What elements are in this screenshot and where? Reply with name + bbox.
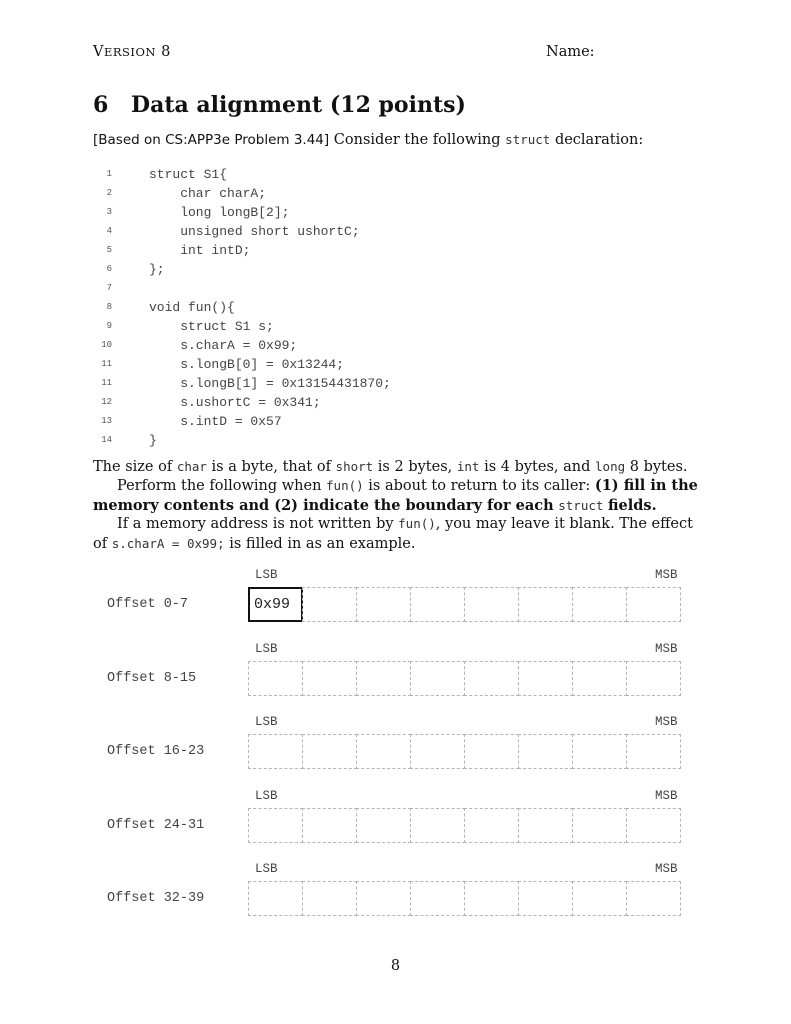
line-number: 13 [101, 416, 112, 426]
memory-cell[interactable] [572, 587, 627, 622]
memory-keyword-fun: fun() [398, 516, 436, 531]
code-text: int intD; [149, 243, 251, 258]
memory-cell[interactable] [518, 734, 573, 769]
memory-cell[interactable] [572, 661, 627, 696]
memory-text-2: , you may leave it blank. The effect of [93, 516, 693, 552]
memory-cell[interactable] [572, 734, 627, 769]
lsb-label: LSB [255, 715, 278, 729]
sizes-text-1: The size of [93, 459, 173, 475]
memory-cell[interactable] [356, 881, 411, 916]
name-label: Name: [546, 44, 595, 60]
memory-cell[interactable] [356, 661, 411, 696]
sizes-text-2: is a byte, that of [211, 459, 331, 475]
memory-cell[interactable] [518, 881, 573, 916]
memory-cell[interactable] [410, 661, 465, 696]
lsb-label: LSB [255, 862, 278, 876]
lsb-label: LSB [255, 788, 278, 803]
memory-row [248, 661, 688, 696]
offset-label: Offset 32-39 [107, 891, 205, 906]
msb-label: MSB [655, 788, 678, 803]
version-rest: ERSION [103, 45, 156, 59]
memory-cell[interactable]: 0x99 [248, 587, 303, 622]
memory-cell[interactable] [356, 808, 411, 843]
instructions-paragraph [93, 476, 699, 516]
memory-cell[interactable] [248, 881, 303, 916]
code-text: s.longB[1] = 0x13154431870; [149, 376, 391, 391]
code-text: long longB[2]; [149, 205, 290, 220]
example-paragraph [93, 514, 699, 554]
perform-keyword-fun: fun() [326, 478, 364, 493]
offset-label: Offset 16-23 [107, 744, 205, 759]
version-first-letter: V [93, 44, 104, 60]
code-text: struct S1{ [149, 167, 228, 182]
memory-cell[interactable] [626, 587, 681, 622]
memory-cell[interactable] [464, 881, 519, 916]
line-number: 9 [106, 321, 112, 331]
intro-text [93, 132, 643, 148]
memory-cell[interactable] [410, 734, 465, 769]
line-number: 8 [106, 302, 112, 312]
sizes-text-3: is 2 bytes, [377, 459, 453, 475]
memory-cell[interactable] [248, 734, 303, 769]
memory-row [248, 587, 688, 622]
sizes-keyword-char: char [176, 459, 207, 474]
code-text: s.ushortC = 0x341; [149, 395, 321, 410]
msb-label: MSB [655, 568, 678, 582]
memory-cell[interactable] [518, 587, 573, 622]
code-text: s.intD = 0x57 [149, 414, 282, 429]
code-text: }; [149, 262, 165, 277]
memory-row [248, 881, 688, 916]
lsb-label: LSB [255, 568, 278, 582]
memory-cell[interactable] [518, 808, 573, 843]
perform-text-2: is about to return to its caller: [368, 478, 591, 494]
memory-cell[interactable] [464, 734, 519, 769]
code-text: struct S1 s; [149, 319, 274, 334]
page-number: 8 [390, 958, 401, 974]
memory-cell[interactable] [626, 661, 681, 696]
memory-cell[interactable] [410, 808, 465, 843]
memory-cell[interactable] [572, 808, 627, 843]
perform-bold-1: (1) fill in the memory contents and (2) indicate the boundary for each [93, 477, 698, 514]
offset-label: Offset 0-7 [107, 597, 189, 612]
memory-row [248, 734, 688, 769]
memory-cell[interactable] [626, 734, 681, 769]
type-sizes-paragraph [93, 457, 699, 477]
intro-text-after: declaration: [554, 132, 644, 148]
offset-label: Offset 24-31 [107, 817, 205, 833]
line-number: 4 [106, 226, 112, 236]
line-number: 1 [106, 169, 112, 179]
intro-keyword: struct [505, 132, 551, 147]
sizes-keyword-long: long [595, 459, 626, 474]
section-title-text: Data alignment (12 points) [131, 92, 466, 118]
msb-label: MSB [655, 641, 678, 656]
line-number: 3 [106, 207, 112, 217]
perform-keyword-struct: struct [558, 498, 604, 513]
version-number: 8 [161, 44, 171, 60]
intro-text-before: Consider the following [333, 132, 501, 148]
line-number: 10 [101, 340, 112, 350]
memory-text-1: If a memory address is not written by [117, 516, 394, 532]
code-text: unsigned short ushortC; [149, 224, 360, 239]
memory-keyword-example: s.charA = 0x99; [111, 536, 225, 551]
memory-cell[interactable] [518, 661, 573, 696]
memory-cell[interactable] [410, 881, 465, 916]
line-number: 5 [106, 245, 112, 255]
line-number: 7 [106, 283, 112, 293]
memory-cell[interactable] [302, 661, 357, 696]
memory-row [248, 808, 688, 843]
memory-cell[interactable] [302, 881, 357, 916]
code-text: s.longB[0] = 0x13244; [149, 357, 345, 372]
code-text: } [149, 433, 157, 448]
offset-label: Offset 8-15 [107, 670, 197, 686]
section-title [93, 92, 466, 118]
sizes-keyword-int: int [456, 459, 480, 474]
memory-cell[interactable] [248, 808, 303, 843]
memory-cell[interactable] [464, 808, 519, 843]
perform-text-1: Perform the following when [117, 478, 322, 494]
memory-cell[interactable] [356, 734, 411, 769]
memory-cell[interactable] [626, 808, 681, 843]
lsb-label: LSB [255, 641, 278, 656]
intro-source: [Based on CS:APP3e Problem 3.44] [93, 132, 330, 148]
memory-cell[interactable] [410, 587, 465, 622]
perform-bold-2: fields. [608, 497, 657, 514]
memory-cell[interactable] [302, 808, 357, 843]
line-number: 2 [106, 188, 112, 198]
memory-cell[interactable] [464, 661, 519, 696]
section-number: 6 [93, 92, 109, 118]
memory-cell[interactable] [302, 587, 357, 622]
line-number: 14 [101, 435, 112, 445]
line-number: 6 [106, 264, 112, 274]
code-text: char charA; [149, 186, 267, 201]
memory-cell[interactable] [356, 587, 411, 622]
msb-label: MSB [655, 715, 678, 729]
line-number: 11 [101, 359, 112, 369]
memory-text-3: is filled in as an example. [229, 536, 416, 552]
memory-cell[interactable] [572, 881, 627, 916]
sizes-keyword-short: short [335, 459, 374, 474]
memory-cell[interactable] [302, 734, 357, 769]
memory-cell[interactable] [626, 881, 681, 916]
sizes-text-5: 8 bytes. [629, 459, 688, 475]
code-text: void fun(){ [149, 300, 235, 315]
msb-label: MSB [655, 862, 678, 876]
line-number: 12 [101, 397, 112, 407]
header-version [93, 44, 171, 60]
code-text: s.charA = 0x99; [149, 338, 298, 353]
memory-cell[interactable] [464, 587, 519, 622]
line-number: 11 [101, 378, 112, 388]
sizes-text-4: is 4 bytes, and [484, 459, 591, 475]
memory-cell[interactable] [248, 661, 303, 696]
